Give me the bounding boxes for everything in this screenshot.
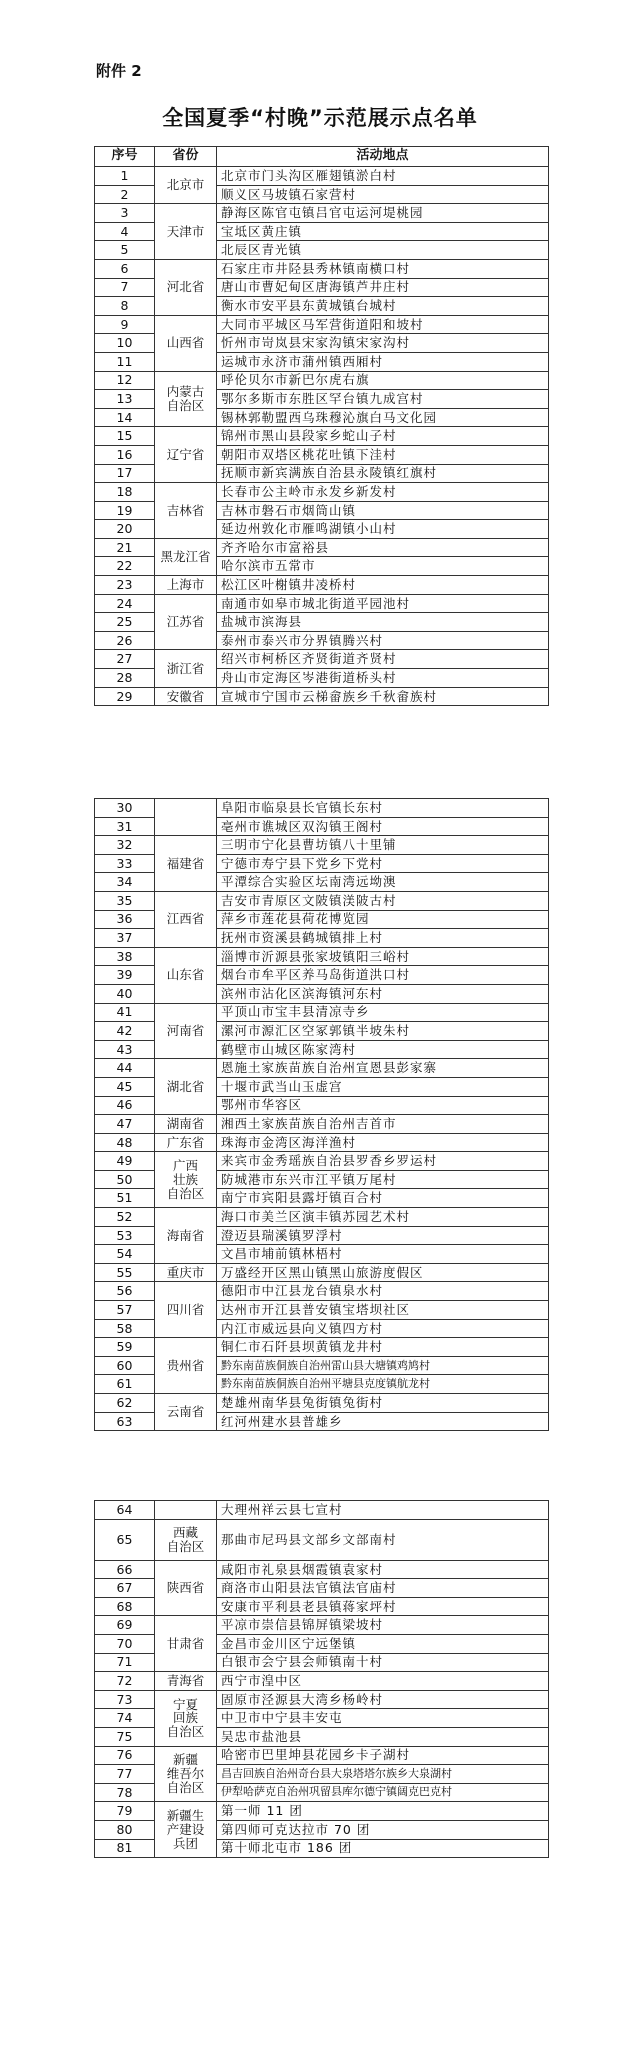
table-row: [95, 1394, 549, 1413]
province-cell: 新疆 维吾尔 自治区: [155, 1746, 217, 1802]
site-cell: 文昌市埔前镇林梧村: [217, 1245, 549, 1264]
row-number: 42: [95, 1022, 155, 1041]
site-cell: 盐城市滨海县: [217, 613, 549, 632]
site-cell: 滨州市沾化区滨海镇河东村: [217, 984, 549, 1003]
row-number: 9: [95, 315, 155, 334]
row-number: 73: [95, 1690, 155, 1709]
province-cell: 河北省: [155, 259, 217, 315]
site-cell: 顺义区马坡镇石家营村: [217, 185, 549, 204]
province-cell: 江西省: [155, 891, 217, 947]
province-cell: 黑龙江省: [155, 538, 217, 575]
province-cell: 湖北省: [155, 1059, 217, 1115]
row-number: 76: [95, 1746, 155, 1765]
site-cell: 漯河市源汇区空冢郭镇半坡朱村: [217, 1022, 549, 1041]
province-cell: 浙江省: [155, 650, 217, 687]
row-number: 27: [95, 650, 155, 669]
row-number: 33: [95, 854, 155, 873]
site-cell: 宁德市寿宁县下党乡下党村: [217, 854, 549, 873]
row-number: 79: [95, 1802, 155, 1821]
table-row: [95, 1133, 549, 1152]
site-cell: 大同市平城区马军营街道阳和坡村: [217, 315, 549, 334]
site-cell: 延边州敦化市雁鸣湖镇小山村: [217, 520, 549, 539]
row-number: 70: [95, 1634, 155, 1653]
table-row: [95, 204, 549, 223]
table-row: [95, 1672, 549, 1691]
site-cell: 黔东南苗族侗族自治州平塘县克度镇航龙村: [217, 1375, 549, 1394]
province-cell: 陕西省: [155, 1560, 217, 1616]
row-number: 72: [95, 1672, 155, 1691]
site-cell: 抚顺市新宾满族自治县永陵镇红旗村: [217, 464, 549, 483]
row-number: 32: [95, 836, 155, 855]
row-number: 29: [95, 687, 155, 706]
row-number: 45: [95, 1077, 155, 1096]
table-row: [95, 538, 549, 557]
row-number: 8: [95, 297, 155, 316]
row-number: 17: [95, 464, 155, 483]
province-cell: 贵州省: [155, 1338, 217, 1394]
site-cell: 舟山市定海区岑港街道桥头村: [217, 669, 549, 688]
site-cell: 哈密市巴里坤县花园乡卡子湖村: [217, 1746, 549, 1765]
site-cell: 衡水市安平县东黄城镇台城村: [217, 297, 549, 316]
province-cell: 湖南省: [155, 1115, 217, 1134]
site-cell: 澄迈县瑞溪镇罗浮村: [217, 1226, 549, 1245]
province-cell: 辽宁省: [155, 427, 217, 483]
table-row: [95, 1690, 549, 1709]
province-cell: 吉林省: [155, 483, 217, 539]
site-cell: 宣城市宁国市云梯畲族乡千秋畲族村: [217, 687, 549, 706]
province-cell: 天津市: [155, 204, 217, 260]
row-number: 52: [95, 1208, 155, 1227]
province-cell: 江苏省: [155, 594, 217, 650]
site-cell: 阜阳市临泉县长官镇长东村: [217, 799, 549, 818]
province-cell: 上海市: [155, 576, 217, 595]
row-number: 59: [95, 1338, 155, 1357]
site-cell: 南宁市宾阳县露圩镇百合村: [217, 1189, 549, 1208]
header-no: 序号: [95, 147, 155, 167]
province-cell: 山西省: [155, 315, 217, 371]
row-number: 46: [95, 1096, 155, 1115]
site-cell: 朝阳市双塔区桃花吐镇下洼村: [217, 445, 549, 464]
table-row: [95, 371, 549, 390]
province-cell: [155, 1501, 217, 1520]
site-cell: 第十师北屯市 186 团: [217, 1839, 549, 1858]
province-cell: 四川省: [155, 1282, 217, 1338]
table-row: [95, 1616, 549, 1635]
site-cell: 绍兴市柯桥区齐贤街道齐贤村: [217, 650, 549, 669]
row-number: 66: [95, 1560, 155, 1579]
row-number: 75: [95, 1727, 155, 1746]
row-number: 58: [95, 1319, 155, 1338]
site-cell: 鹤壁市山城区陈家湾村: [217, 1040, 549, 1059]
site-cell: 西宁市湟中区: [217, 1672, 549, 1691]
row-number: 78: [95, 1783, 155, 1802]
site-cell: 锡林郭勒盟西乌珠穆沁旗白马文化园: [217, 408, 549, 427]
table-row: [95, 836, 549, 855]
table-row: [95, 799, 549, 818]
site-cell: 白银市会宁县会师镇南十村: [217, 1653, 549, 1672]
site-cell: 鄂州市华容区: [217, 1096, 549, 1115]
row-number: 81: [95, 1839, 155, 1858]
site-cell: 平顶山市宝丰县清凉寺乡: [217, 1003, 549, 1022]
row-number: 35: [95, 891, 155, 910]
row-number: 15: [95, 427, 155, 446]
table-row: [95, 947, 549, 966]
row-number: 14: [95, 408, 155, 427]
province-cell: 新疆生 产建设 兵团: [155, 1802, 217, 1858]
row-number: 7: [95, 278, 155, 297]
table-header-row: [95, 147, 549, 167]
site-cell: 唐山市曹妃甸区唐海镇芦井庄村: [217, 278, 549, 297]
row-number: 13: [95, 390, 155, 409]
row-number: 53: [95, 1226, 155, 1245]
row-number: 3: [95, 204, 155, 223]
site-cell: 南通市如皋市城北街道平园池村: [217, 594, 549, 613]
table-row: [95, 1208, 549, 1227]
row-number: 69: [95, 1616, 155, 1635]
site-cell: 那曲市尼玛县文部乡文部南村: [217, 1519, 549, 1560]
site-cell: 吉林市磐石市烟筒山镇: [217, 501, 549, 520]
row-number: 24: [95, 594, 155, 613]
province-cell: 云南省: [155, 1394, 217, 1431]
row-number: 38: [95, 947, 155, 966]
province-cell: 宁夏 回族 自治区: [155, 1690, 217, 1746]
row-number: 47: [95, 1115, 155, 1134]
site-cell: 松江区叶榭镇井凌桥村: [217, 576, 549, 595]
row-number: 57: [95, 1301, 155, 1320]
row-number: 71: [95, 1653, 155, 1672]
table-row: [95, 687, 549, 706]
table-row: [95, 1003, 549, 1022]
site-cell: 伊犁哈萨克自治州巩留县库尔德宁镇阔克巴克村: [217, 1783, 549, 1802]
site-cell: 呼伦贝尔市新巴尔虎右旗: [217, 371, 549, 390]
row-number: 51: [95, 1189, 155, 1208]
table-row: [95, 427, 549, 446]
site-cell: 亳州市谯城区双沟镇王阁村: [217, 817, 549, 836]
table-row: [95, 1059, 549, 1078]
site-cell: 咸阳市礼泉县烟霞镇袁家村: [217, 1560, 549, 1579]
row-number: 5: [95, 241, 155, 260]
table-row: [95, 650, 549, 669]
site-cell: 德阳市中江县龙台镇泉水村: [217, 1282, 549, 1301]
row-number: 20: [95, 520, 155, 539]
province-cell: 安徽省: [155, 687, 217, 706]
site-cell: 中卫市中宁县丰安屯: [217, 1709, 549, 1728]
site-cell: 三明市宁化县曹坊镇八十里铺: [217, 836, 549, 855]
row-number: 1: [95, 167, 155, 186]
site-cell: 石家庄市井陉县秀林镇南横口村: [217, 259, 549, 278]
row-number: 80: [95, 1820, 155, 1839]
province-cell: 广西 壮族 自治区: [155, 1152, 217, 1208]
site-cell: 红河州建水县普雄乡: [217, 1412, 549, 1431]
header-province: 省份: [155, 147, 217, 167]
site-cell: 抚州市资溪县鹤城镇排上村: [217, 929, 549, 948]
row-number: 19: [95, 501, 155, 520]
row-number: 2: [95, 185, 155, 204]
row-number: 41: [95, 1003, 155, 1022]
site-cell: 哈尔滨市五常市: [217, 557, 549, 576]
table-row: [95, 315, 549, 334]
table-row: [95, 1338, 549, 1357]
site-cell: 达州市开江县普安镇宝塔坝社区: [217, 1301, 549, 1320]
row-number: 63: [95, 1412, 155, 1431]
row-number: 26: [95, 631, 155, 650]
table-row: [95, 1152, 549, 1171]
province-cell: 重庆市: [155, 1263, 217, 1282]
table-row: [95, 1802, 549, 1821]
row-number: 65: [95, 1519, 155, 1560]
site-cell: 第一师 11 团: [217, 1802, 549, 1821]
site-cell: 楚雄州南华县兔街镇兔街村: [217, 1394, 549, 1413]
site-cell: 长春市公主岭市永发乡新发村: [217, 483, 549, 502]
site-cell: 安康市平利县老县镇蒋家坪村: [217, 1597, 549, 1616]
site-cell: 吉安市青原区文陂镇渼陂古村: [217, 891, 549, 910]
site-cell: 商洛市山阳县法官镇法官庙村: [217, 1579, 549, 1598]
site-cell: 金昌市金川区宁远堡镇: [217, 1634, 549, 1653]
site-cell: 第四师可克达拉市 70 团: [217, 1820, 549, 1839]
row-number: 22: [95, 557, 155, 576]
site-cell: 忻州市岢岚县宋家沟镇宋家沟村: [217, 334, 549, 353]
site-cell: 淄博市沂源县张家坡镇阳三峪村: [217, 947, 549, 966]
site-cell: 海口市美兰区演丰镇苏园艺术村: [217, 1208, 549, 1227]
row-number: 36: [95, 910, 155, 929]
province-cell: 青海省: [155, 1672, 217, 1691]
site-cell: 来宾市金秀瑶族自治县罗香乡罗运村: [217, 1152, 549, 1171]
table-row: [95, 576, 549, 595]
province-cell: 广东省: [155, 1133, 217, 1152]
site-cell: 湘西土家族苗族自治州吉首市: [217, 1115, 549, 1134]
site-cell: 防城港市东兴市江平镇万尾村: [217, 1170, 549, 1189]
site-cell: 运城市永济市蒲州镇西厢村: [217, 352, 549, 371]
row-number: 77: [95, 1765, 155, 1784]
site-cell: 万盛经开区黑山镇黑山旅游度假区: [217, 1263, 549, 1282]
site-cell: 珠海市金湾区海洋渔村: [217, 1133, 549, 1152]
row-number: 64: [95, 1501, 155, 1520]
row-number: 50: [95, 1170, 155, 1189]
site-cell: 恩施土家族苗族自治州宣恩县彭家寨: [217, 1059, 549, 1078]
row-number: 56: [95, 1282, 155, 1301]
row-number: 44: [95, 1059, 155, 1078]
table-row: [95, 259, 549, 278]
row-number: 28: [95, 669, 155, 688]
row-number: 48: [95, 1133, 155, 1152]
row-number: 74: [95, 1709, 155, 1728]
table-row: [95, 891, 549, 910]
row-number: 54: [95, 1245, 155, 1264]
site-cell: 鄂尔多斯市东胜区罕台镇九成宫村: [217, 390, 549, 409]
site-cell: 吴忠市盐池县: [217, 1727, 549, 1746]
header-site: 活动地点: [217, 147, 549, 167]
province-cell: 河南省: [155, 1003, 217, 1059]
site-cell: 萍乡市莲花县荷花博览园: [217, 910, 549, 929]
table-row: [95, 1282, 549, 1301]
site-cell: 北京市门头沟区雁翅镇淤白村: [217, 167, 549, 186]
site-cell: 平潭综合实验区坛南湾远坳澳: [217, 873, 549, 892]
row-number: 12: [95, 371, 155, 390]
row-number: 25: [95, 613, 155, 632]
site-cell: 铜仁市石阡县坝黄镇龙井村: [217, 1338, 549, 1357]
row-number: 23: [95, 576, 155, 595]
site-cell: 北辰区青光镇: [217, 241, 549, 260]
province-cell: 山东省: [155, 947, 217, 1003]
row-number: 11: [95, 352, 155, 371]
site-list-table-part-2: [94, 798, 549, 1431]
site-cell: 十堰市武当山玉虚宫: [217, 1077, 549, 1096]
row-number: 6: [95, 259, 155, 278]
site-cell: 固原市泾源县大湾乡杨岭村: [217, 1690, 549, 1709]
site-list-table-part-3: [94, 1500, 549, 1858]
table-row: [95, 1263, 549, 1282]
row-number: 18: [95, 483, 155, 502]
table-row: [95, 1746, 549, 1765]
province-cell: 福建省: [155, 836, 217, 892]
row-number: 10: [95, 334, 155, 353]
site-cell: 宝坻区黄庄镇: [217, 222, 549, 241]
table-row: [95, 1115, 549, 1134]
attachment-label: 附件 2: [96, 62, 142, 80]
table-row: [95, 483, 549, 502]
site-cell: 齐齐哈尔市富裕县: [217, 538, 549, 557]
row-number: 49: [95, 1152, 155, 1171]
site-cell: 内江市威远县向义镇四方村: [217, 1319, 549, 1338]
site-cell: 大理州祥云县七宣村: [217, 1501, 549, 1520]
province-cell: 北京市: [155, 167, 217, 204]
province-cell: 甘肃省: [155, 1616, 217, 1672]
site-list-table-part-1: [94, 146, 549, 706]
site-cell: 泰州市泰兴市分界镇腾兴村: [217, 631, 549, 650]
site-cell: 黔东南苗族侗族自治州雷山县大塘镇鸡鸠村: [217, 1356, 549, 1375]
page-title: 全国夏季“村晚”示范展示点名单: [162, 106, 478, 130]
site-cell: 平凉市崇信县锦屏镇梁坡村: [217, 1616, 549, 1635]
table-row: [95, 1519, 549, 1560]
row-number: 62: [95, 1394, 155, 1413]
row-number: 21: [95, 538, 155, 557]
table-row: [95, 1560, 549, 1579]
row-number: 43: [95, 1040, 155, 1059]
row-number: 16: [95, 445, 155, 464]
row-number: 40: [95, 984, 155, 1003]
row-number: 61: [95, 1375, 155, 1394]
row-number: 55: [95, 1263, 155, 1282]
site-cell: 烟台市牟平区养马岛街道洪口村: [217, 966, 549, 985]
province-cell: 西藏 自治区: [155, 1519, 217, 1560]
province-cell: [155, 799, 217, 836]
row-number: 30: [95, 799, 155, 818]
row-number: 31: [95, 817, 155, 836]
row-number: 4: [95, 222, 155, 241]
site-cell: 锦州市黑山县段家乡蛇山子村: [217, 427, 549, 446]
site-cell: 静海区陈官屯镇吕官屯运河堤桃园: [217, 204, 549, 223]
table-row: [95, 594, 549, 613]
row-number: 67: [95, 1579, 155, 1598]
table-row: [95, 1501, 549, 1520]
row-number: 39: [95, 966, 155, 985]
site-cell: 昌吉回族自治州奇台县大泉塔塔尔族乡大泉湖村: [217, 1765, 549, 1784]
row-number: 68: [95, 1597, 155, 1616]
province-cell: 海南省: [155, 1208, 217, 1264]
row-number: 60: [95, 1356, 155, 1375]
province-cell: 内蒙古 自治区: [155, 371, 217, 427]
row-number: 37: [95, 929, 155, 948]
row-number: 34: [95, 873, 155, 892]
table-row: [95, 167, 549, 186]
